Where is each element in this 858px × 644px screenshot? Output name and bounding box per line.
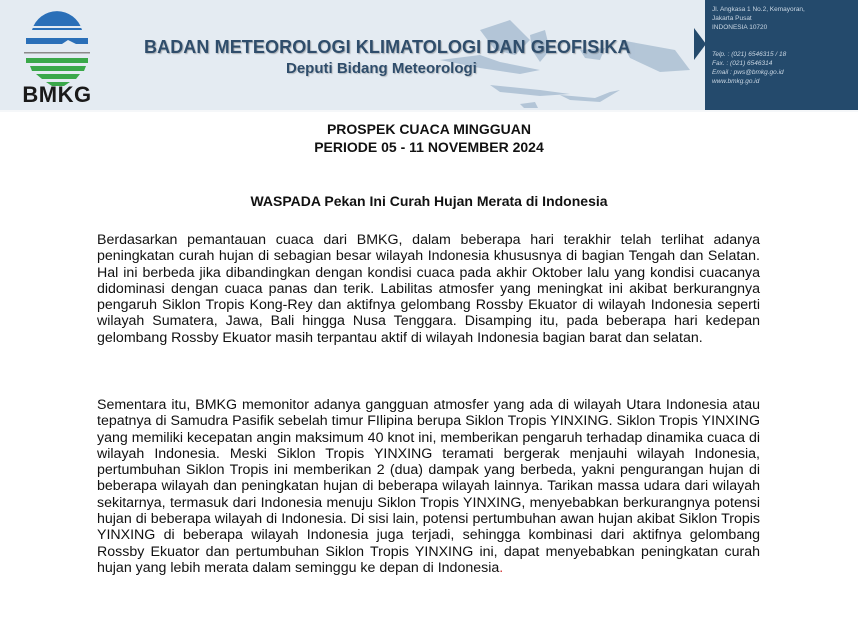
header-divider — [0, 110, 858, 112]
contact-email: Email : pws@bmkg.go.id — [712, 69, 784, 76]
paragraph-2-text: Sementara itu, BMKG memonitor adanya gangguan atmosfer yang ada di wilayah Utara Indonesia atau tepatnya di Samudra Pasifik sebelah timur FIlipina berupa Siklon Tropis YINXING. Siklon Tropis YINXING yang memiliki kecepatan angin maksimum 40 knot ini, memberikan pengaruh terhadap dinamika cuaca di wilayah Indonesia. Meski Siklon Tropis YINXING teramati bergerak menjauhi wilayah Indonesia, pertumbuhan Siklon Tropis ini memberikan 2 (dua) dampak yang berbeda, yakni pengurangan hujan di beberapa wilayah dan peningkatan hujan di beberapa wilayah lainnya. Tarikan massa udara dari wilayah sekitarnya, termasuk dari Indonesia menuju Siklon Tropis YINXING, menyebabkan berkurangnya potensi hujan di beberapa wilayah di Indonesia. Di sisi lain, potensi pertumbuhan awan hujan akibat Siklon Tropis YINXING di beberapa wilayah Indonesia juga terjadi, sehingga kombinasi dari aktifnya gelombang Rossby Ekuator dan pertumbuhan Siklon Tropis YINXING ini, dapat menyebabkan peningkatan curah hujan yang lebih merata dalam seminggu ke depan di Indonesia — [97, 397, 760, 576]
logo-text: BMKG — [22, 82, 92, 107]
paragraph-2 — [97, 397, 760, 576]
contact-phone: Telp. : (021) 6546315 / 18 — [712, 51, 787, 58]
final-period: . — [499, 559, 504, 576]
contact-fax: Fax. : (021) 6546314 — [712, 60, 773, 67]
document-title: PROSPEK CUACA MINGGUAN — [326, 121, 532, 137]
contact-address-line3: INDONESIA 10720 — [712, 24, 768, 31]
paragraph-1: Berdasarkan pemantauan cuaca dari BMKG, dalam beberapa hari terakhir telah terlihat adanya peningkatan curah hujan di sebagian besar wilayah Indonesia khususnya di bagian Tengah dan Selatan. Hal ini berbeda jika dibandingkan dengan kondisi cuaca pada akhir Oktober lalu yang kondisi cuacanya didominasi dengan cuaca panas dan terik. Labilitas atmosfer yang meningkat ini akibat berkurangnya pengaruh Siklon Tropis Kong-Rey dan aktifnya gelombang Rossby Ekuator di wilayah Indonesia seperti wilayah Sumatera, Jawa, Bali hingga Nusa Tenggara. Disamping itu, pada beberapa hari kedepan gelombang Rossby Ekuator masih terpantau aktif di wilayah Indonesia bagian barat dan selatan. — [97, 232, 760, 346]
headline: WASPADA Pekan Ini Curah Hujan Merata di Indonesia — [250, 193, 608, 209]
contact-address-line2: Jakarta Pusat — [712, 15, 752, 22]
organization-subtitle: Deputi Bidang Meteorologi — [286, 60, 477, 77]
organization-title: BADAN METEOROLOGI KLIMATOLOGI DAN GEOFISIKA — [144, 37, 631, 57]
document-period: PERIODE 05 - 11 NOVEMBER 2024 — [314, 139, 544, 155]
letterhead — [0, 0, 858, 112]
contact-address-line1: Jl. Angkasa 1 No.2, Kemayoran, — [712, 6, 805, 13]
contact-website: www.bmkg.go.id — [712, 78, 760, 85]
